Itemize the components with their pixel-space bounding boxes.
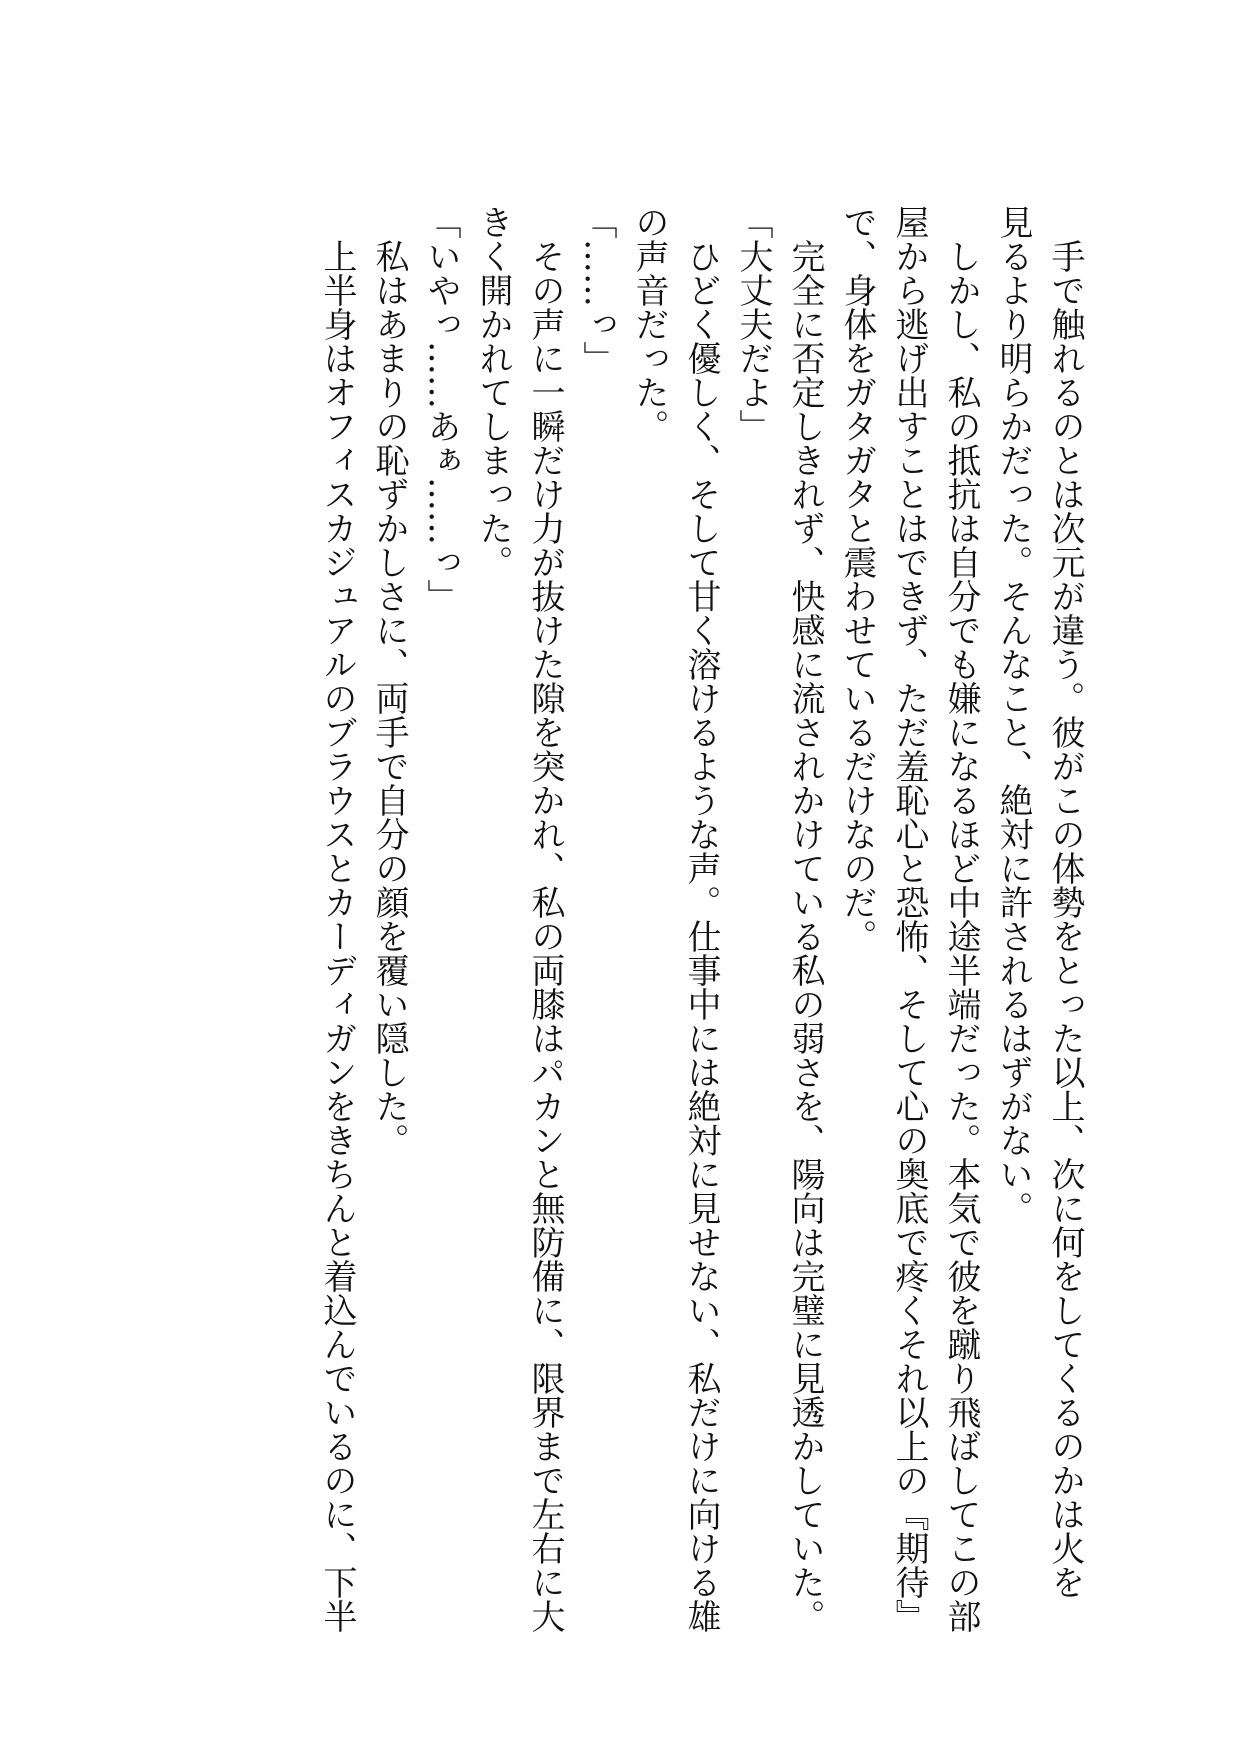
text-line: 私はあまりの恥ずかしさに、両手で自分の顔を覆い隠した。 bbox=[369, 205, 409, 1157]
text-line: きく開かれてしまった。 bbox=[473, 205, 513, 579]
text-line: 屋から逃げ出すことはできず、ただ羞恥心と恐怖、そして心の奥底で疼くそれ以上の『期待』 bbox=[889, 205, 929, 1633]
text-line: その声に一瞬だけ力が抜けた隙を突かれ、私の両膝はパカンと無防備に、限界まで左右に大 bbox=[525, 205, 565, 1633]
text-line: ひどく優しく、そして甘く溶けるような声。仕事中には絶対に見せない、私だけに向ける雄 bbox=[681, 205, 721, 1633]
text-line: 上半身はオフィスカジュアルのブラウスとカーディガンをきちんと着込んでいるのに、下半 bbox=[317, 205, 357, 1633]
text-line: 見るより明らかだった。そんなこと、絶対に許されるはずがない。 bbox=[993, 205, 1033, 1225]
text-line: で、身体をガタガタと震わせているだけなのだ。 bbox=[837, 205, 877, 953]
text-line: 「……っ」 bbox=[577, 205, 617, 375]
text-line: 「いやっ……あぁ……っ」 bbox=[421, 205, 461, 613]
text-line: しかし、私の抵抗は自分でも嫌になるほど中途半端だった。本気で彼を蹴り飛ばしてこの部 bbox=[941, 205, 981, 1633]
text-line: の声音だった。 bbox=[629, 205, 669, 443]
text-line: 完全に否定しきれず、快感に流されかけている私の弱さを、陽向は完璧に見透かしていた。 bbox=[785, 205, 825, 1633]
text-line: 「大丈夫だよ」 bbox=[733, 205, 773, 443]
vertical-text-body bbox=[311, 205, 1091, 1633]
text-line: 手で触れるのとは次元が違う。彼がこの体勢をとった以上、次に何をしてくるのかは火を bbox=[1045, 205, 1085, 1599]
